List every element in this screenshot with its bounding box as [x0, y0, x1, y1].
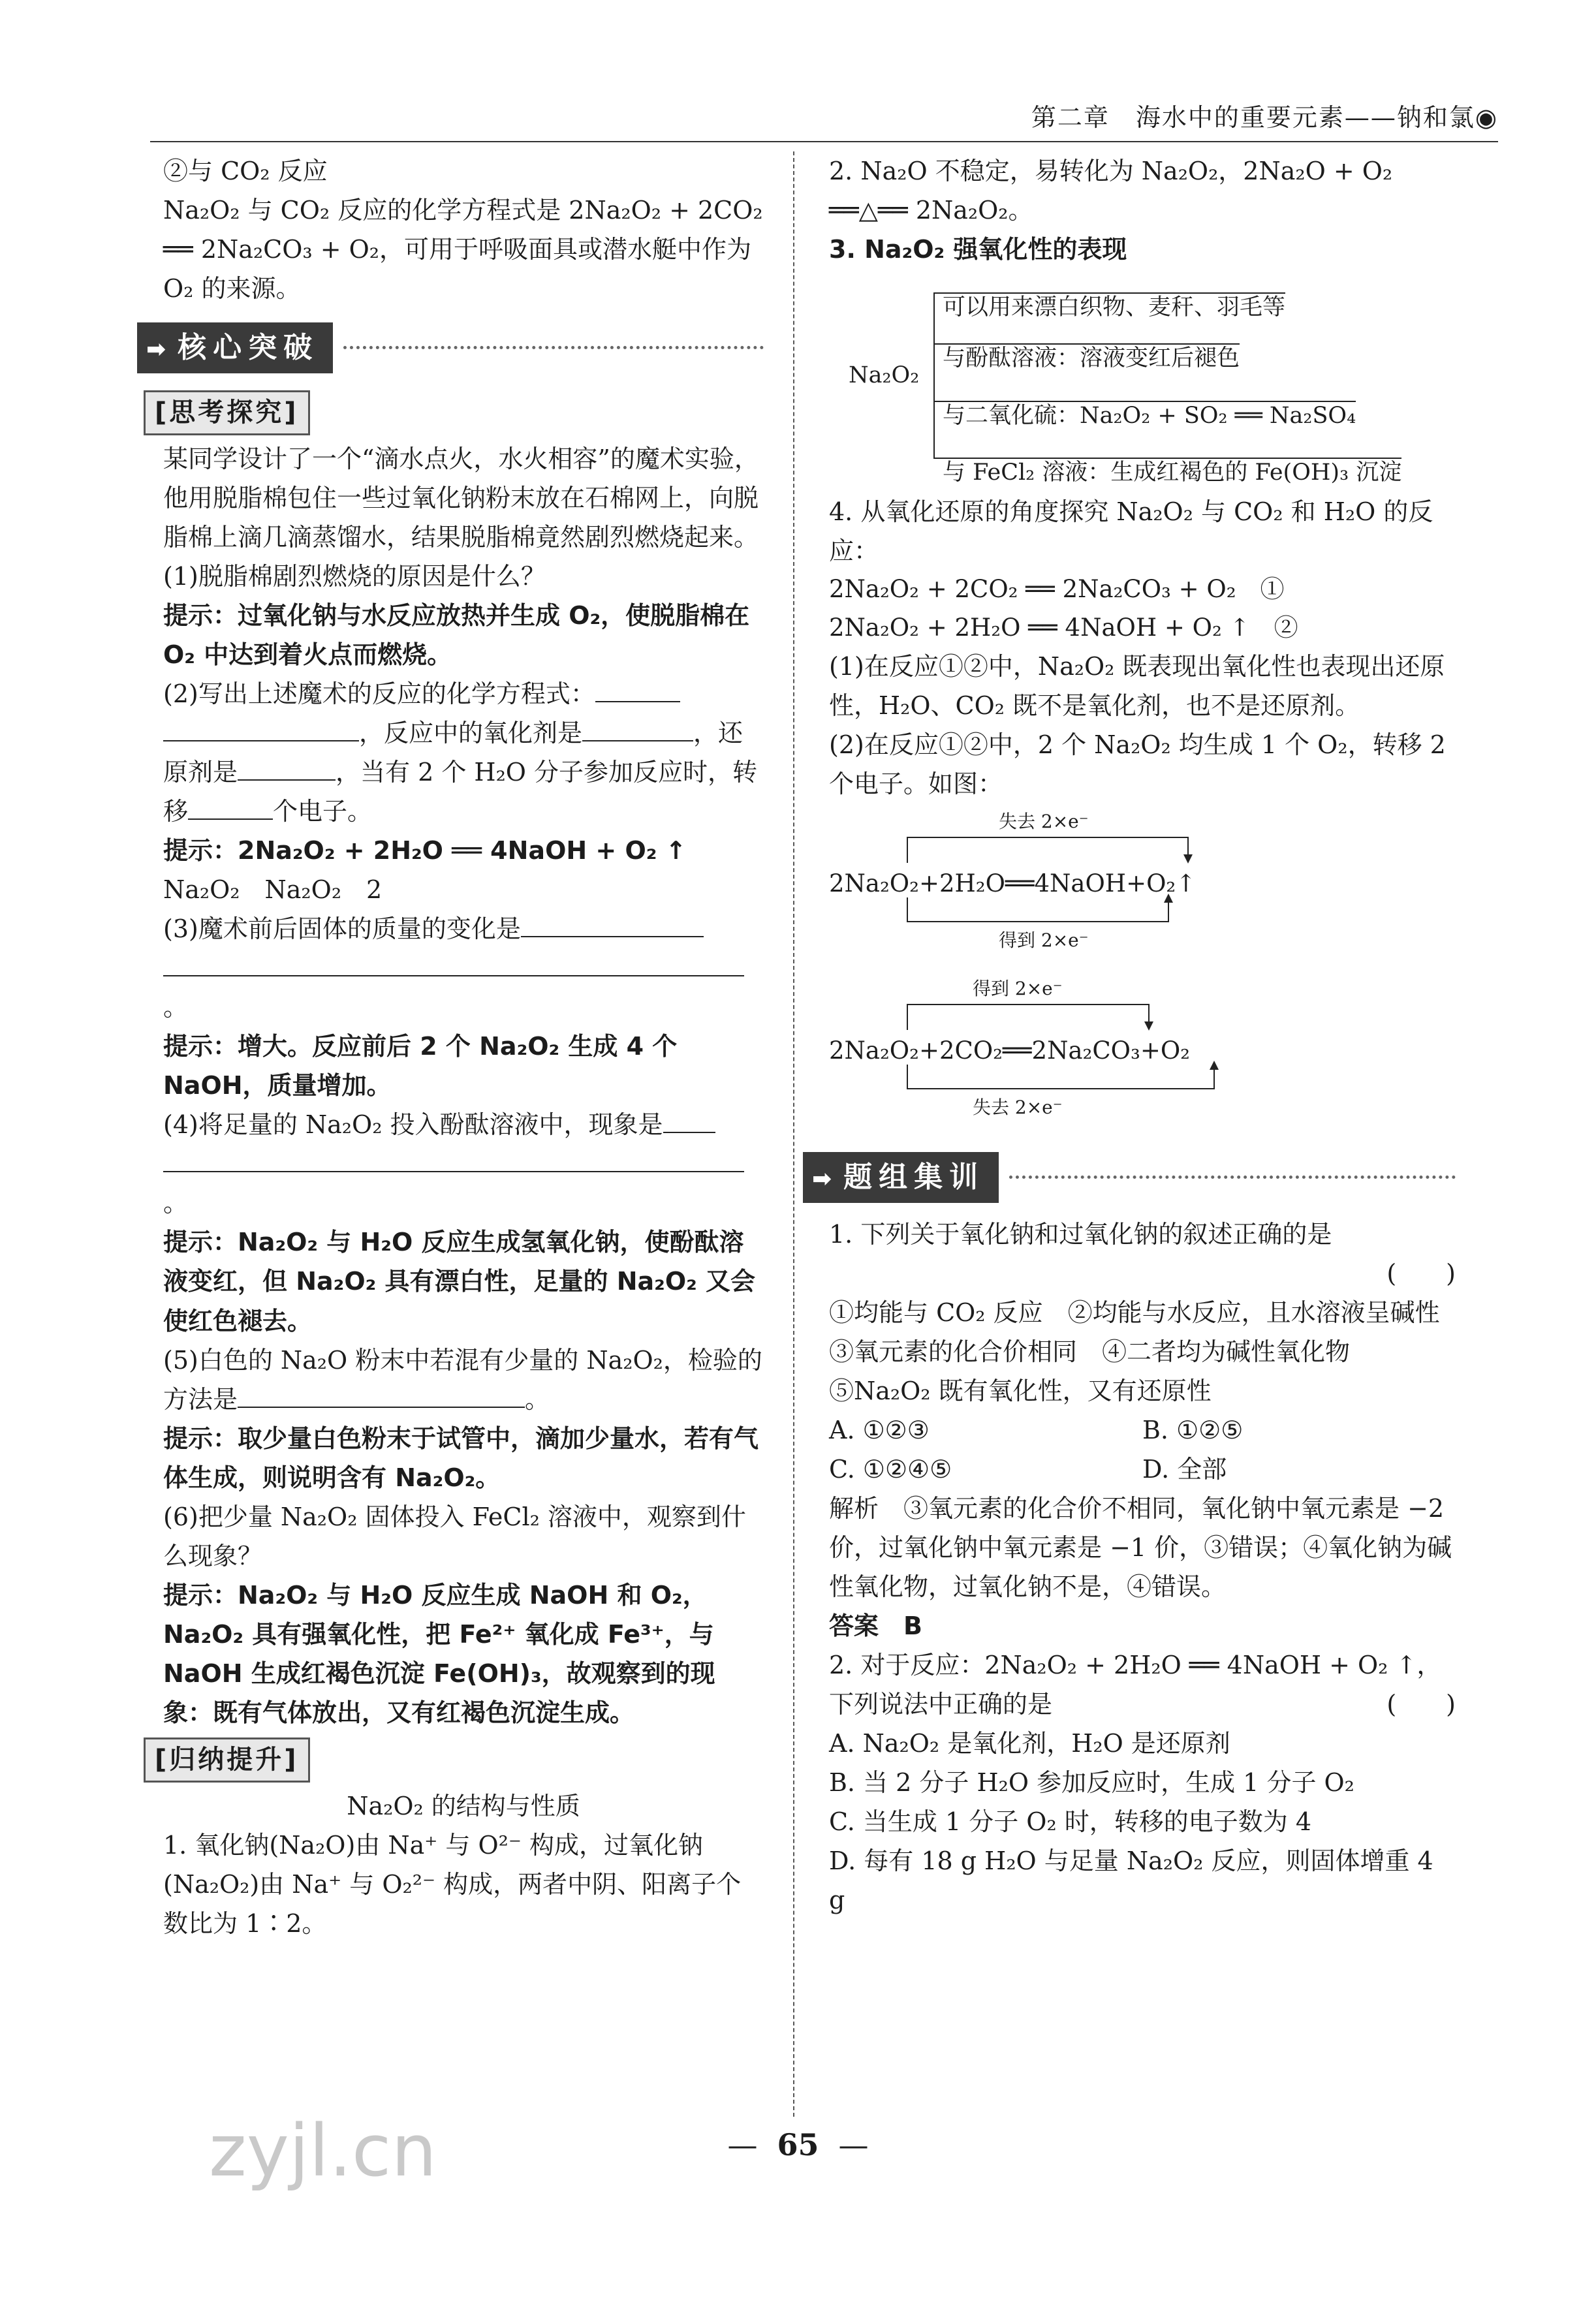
intro-line-1: ②与 CO₂ 反应 — [163, 157, 328, 185]
equation-2: 2Na₂O₂ + 2H₂O ══ 4NaOH + O₂ ↑ ② — [829, 613, 1298, 642]
option-d[interactable]: D. 每有 18 g H₂O 与足量 Na₂O₂ 反应，则固体增重 4 g — [829, 1846, 1433, 1915]
banner-dots — [343, 346, 764, 349]
electron-transfer-diagram-1 — [829, 807, 1456, 971]
redox-note-2: (2)在反应①②中，2 个 Na₂O₂ 均生成 1 个 O₂，转移 2 个电子。如图： — [829, 730, 1446, 799]
question-3: (3)魔术前后固体的质量的变化是 — [163, 909, 764, 948]
question-5: (5)白色的 Na₂O 粉末中若混有少量的 Na₂O₂，检验的方法是 。 — [163, 1345, 762, 1414]
exercise-1: 1. 下列关于氧化钠和过氧化钠的叙述正确的是 — [829, 1219, 1332, 1249]
hint-2a: 提示：2Na₂O₂ + 2H₂O ══ 4NaOH + O₂ ↑ — [163, 836, 687, 865]
summary-point-4: 4. 从氧化还原的角度探究 Na₂O₂ 与 CO₂ 和 H₂O 的反应： — [829, 497, 1433, 566]
intro-line-2: Na₂O₂ 与 CO₂ 反应的化学方程式是 2Na₂O₂ + 2CO₂ ══ 2Na₂CO₃ + O₂，可用于呼吸面具或潜水艇中作为 O₂ 的来源。 — [163, 196, 763, 304]
exercise-1-options — [829, 1410, 1456, 1450]
section-title-core: ➡ 核心突破 — [137, 322, 333, 373]
hint-4: 提示：Na₂O₂ 与 H₂O 反应生成氢氧化钠，使酚酞溶液变红，但 Na₂O₂ 具有漂白性，足量的 Na₂O₂ 又会使红色褪去。 — [163, 1228, 755, 1335]
header-rule — [150, 141, 1498, 142]
answer-blank[interactable] — [163, 953, 744, 976]
answer-blank[interactable] — [582, 718, 693, 741]
diagram-equation: 2Na₂O₂+2CO₂══2Na₂CO₃+O₂ — [829, 1036, 1190, 1065]
option-a[interactable]: A. Na₂O₂ 是氧化剂，H₂O 是还原剂 — [829, 1729, 1230, 1758]
answer-blank[interactable] — [238, 1384, 525, 1408]
hint-1: 提示：过氧化钠与水反应放热并生成 O₂，使脱脂棉在 O₂ 中达到着火点而燃烧。 — [163, 600, 750, 669]
electron-transfer-diagram-2 — [829, 974, 1456, 1138]
column-divider — [793, 151, 794, 2117]
right-column — [812, 151, 1465, 1920]
question-3-line: 。 — [163, 948, 764, 1027]
option-c[interactable]: C. 当生成 1 分子 O₂ 时，转移的电子数为 4 — [829, 1807, 1312, 1837]
diagram-label: 失去 2×e⁻ — [973, 1097, 1063, 1119]
tree-leaf: 可以用来漂白织物、麦秆、羽毛等 — [933, 292, 1285, 321]
exercise-1-answer: 答案 B — [829, 1612, 922, 1641]
section-banner-core — [137, 322, 764, 373]
summary-point-2: 2. Na₂O 不稳定，易转化为 Na₂O₂，2Na₂O + O₂ ══△══ 2Na₂O₂。 — [829, 157, 1393, 225]
answer-paren[interactable]: ( ) — [1386, 1690, 1456, 1719]
answer-blank[interactable] — [238, 757, 336, 781]
hint-2b: Na₂O₂ Na₂O₂ 2 — [163, 875, 383, 905]
question-1: (1)脱脂棉剧烈燃烧的原因是什么？ — [163, 561, 546, 591]
banner-dots — [1009, 1176, 1456, 1179]
chapter-header: 第二章 海水中的重要元素——钠和氯◉ — [1031, 103, 1498, 132]
tree-leaf: 与酚酞溶液：溶液变红后褪色 — [933, 343, 1240, 372]
option-d[interactable]: D. 全部 — [1142, 1454, 1227, 1484]
watermark: zyjl.cn — [209, 2109, 437, 2193]
answer-blank[interactable] — [663, 1110, 715, 1133]
oxidizing-tree — [849, 273, 1456, 488]
diagram-equation: 2Na₂O₂+2H₂O══4NaOH+O₂↑ — [829, 869, 1197, 898]
diagram-label: 得到 2×e⁻ — [973, 978, 1063, 1000]
tree-root: Na₂O₂ — [849, 362, 920, 389]
arrow-right-icon: ➡ — [146, 336, 173, 364]
tree-leaf: 与 FeCl₂ 溶液：生成红褐色的 Fe(OH)₃ 沉淀 — [933, 458, 1401, 486]
question-4: (4)将足量的 Na₂O₂ 投入酚酞溶液中，现象是 — [163, 1105, 764, 1144]
summary-point-3: 3. Na₂O₂ 强氧化性的表现 — [829, 235, 1127, 264]
arrow-right-icon: ➡ — [812, 1166, 839, 1193]
question-4-line: 。 — [163, 1144, 764, 1223]
page-number: — 65 — — [727, 2127, 869, 2163]
exercise-1-analysis: 解析 ③氧元素的化合价不相同，氧化钠中氧元素是 −2 价，过氧化钠中氧元素是 −1 价，③错误；④氧化钠为碱性氧化物，过氧化钠不是，④错误。 — [829, 1493, 1452, 1601]
section-banner-practice — [803, 1152, 1456, 1203]
think-explore-tag: [思考探究] — [144, 390, 310, 435]
exercise-1-stem: ①均能与 CO₂ 反应 ②均能与水反应，且水溶液呈碱性 ③氧元素的化合价相同 ④二者均为碱性氧化物 ⑤Na₂O₂ 既有氧化性，又有还原性 — [829, 1298, 1465, 1405]
equation-1: 2Na₂O₂ + 2CO₂ ══ 2Na₂CO₃ + O₂ ① — [829, 575, 1285, 604]
option-b[interactable]: B. ①②⑤ — [1142, 1415, 1244, 1444]
answer-blank[interactable] — [188, 796, 273, 820]
diagram-label: 失去 2×e⁻ — [999, 811, 1089, 833]
answer-blank[interactable] — [521, 914, 704, 937]
summary-point-1: 1. 氧化钠(Na₂O)由 Na⁺ 与 O²⁻ 构成，过氧化钠(Na₂O₂)由 Na⁺ 与 O₂²⁻ 构成，两者中阴、阳离子个数比为 1∶2。 — [163, 1831, 742, 1939]
answer-blank[interactable] — [163, 718, 359, 741]
hint-6: 提示：Na₂O₂ 与 H₂O 反应生成 NaOH 和 O₂，Na₂O₂ 具有强氧化性，把 Fe²⁺ 氧化成 Fe³⁺，与 NaOH 生成红褐色沉淀 Fe(OH)₃，故观察到的现象：既有气体放出，又有红褐色沉淀生成。 — [163, 1580, 715, 1727]
redox-note-1: (1)在反应①②中，Na₂O₂ 既表现出氧化性也表现出还原性，H₂O、CO₂ 既不是氧化剂，也不是还原剂。 — [829, 652, 1445, 721]
option-c[interactable]: C. ①②④⑤ — [829, 1454, 952, 1484]
exercise-2: 2. 对于反应：2Na₂O₂ + 2H₂O ══ 4NaOH + O₂ ↑，下列说法中正确的是 — [829, 1651, 1442, 1719]
answer-paren[interactable]: ( ) — [1386, 1258, 1456, 1288]
tree-leaf: 与二氧化硫：Na₂O₂ + SO₂ ══ Na₂SO₄ — [933, 401, 1356, 429]
question-2: (2)写出上述魔术的反应的化学方程式： ，反应中的氧化剂是 ，还原剂是 ，当有 2 个 H₂O 分子参加反应时，转移 个电子。 — [163, 679, 758, 826]
answer-blank[interactable] — [163, 1149, 744, 1172]
summary-tag: [归纳提升] — [144, 1737, 310, 1783]
answer-blank[interactable] — [595, 679, 680, 702]
hint-3: 提示：增大。反应前后 2 个 Na₂O₂ 生成 4 个 NaOH，质量增加。 — [163, 1032, 678, 1100]
question-6: (6)把少量 Na₂O₂ 固体投入 FeCl₂ 溶液中，观察到什么现象？ — [163, 1502, 746, 1570]
diagram-label: 得到 2×e⁻ — [999, 929, 1089, 952]
summary-title: Na₂O₂ 的结构与性质 — [347, 1792, 580, 1821]
scenario-text: 某同学设计了一个“滴水点火，水火相容”的魔术实验，他用脱脂棉包住一些过氧化钠粉末放在石棉网上，向脱脂棉上滴几滴蒸馏水，结果脱脂棉竟然剧烈燃烧起来。 — [163, 444, 759, 552]
option-b[interactable]: B. 当 2 分子 H₂O 参加反应时，生成 1 分子 O₂ — [829, 1768, 1354, 1798]
section-title-practice: ➡ 题组集训 — [803, 1152, 999, 1203]
left-column — [146, 151, 764, 1943]
option-a[interactable]: A. ①②③ — [829, 1415, 930, 1444]
exercise-1-options — [829, 1450, 1456, 1489]
hint-5: 提示：取少量白色粉末于试管中，滴加少量水，若有气体生成，则说明含有 Na₂O₂。 — [163, 1424, 759, 1492]
